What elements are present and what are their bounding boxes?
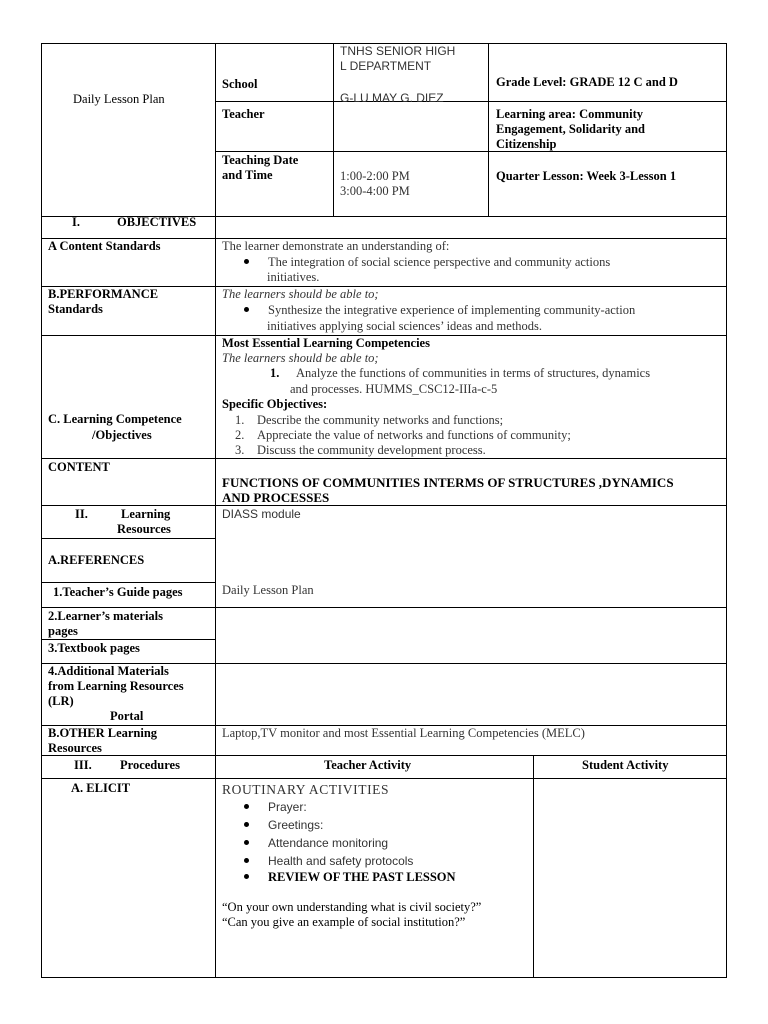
performance-bullet-cont: initiatives applying social sciences’ ideas and methods. <box>267 319 543 333</box>
teacher-value: G-LU MAY G. DIEZ <box>340 91 444 105</box>
competence-label-line2: /Objectives <box>92 428 152 442</box>
teacher-label: Teacher <box>222 107 265 121</box>
references-label: A.REFERENCES <box>48 553 145 567</box>
specific-item-3: Discuss the community development process. <box>257 443 486 457</box>
question-2: “Can you give an example of social institution?” <box>222 915 466 929</box>
melc-item-num: 1. <box>270 366 280 380</box>
specific-item-2: Appreciate the value of networks and functions of community; <box>257 428 571 442</box>
specific-num-2: 2. <box>235 428 245 442</box>
time-slot-2: 3:00-4:00 PM <box>340 184 410 198</box>
content-standards-bullet-cont: initiatives. <box>267 270 320 284</box>
performance-label-line1: B.PERFORMANCE <box>48 287 159 301</box>
teacher-guide-label: 1.Teacher’s Guide pages <box>53 585 183 599</box>
resources-label-line2: Resources <box>117 522 171 536</box>
teacher-guide-value: Daily Lesson Plan <box>222 583 314 597</box>
routine-item-2: Greetings: <box>244 818 323 833</box>
learner-materials-line1: 2.Learner’s materials <box>48 609 164 623</box>
learning-area-line2: Engagement, Solidarity and <box>496 122 645 136</box>
other-resources-line2: Resources <box>48 741 102 755</box>
content-standards-label: A Content Standards <box>48 239 161 253</box>
school-value-line1: TNHS SENIOR HIGH <box>340 44 456 58</box>
date-label-line1: Teaching Date <box>222 153 299 167</box>
procedures-label: Procedures <box>120 758 180 772</box>
specific-num-1: 1. <box>235 413 245 427</box>
content-title-line2: AND PROCESSES <box>222 490 330 505</box>
date-label-line2: and Time <box>222 168 273 182</box>
content-label: CONTENT <box>48 460 110 474</box>
textbook-label: 3.Textbook pages <box>48 641 140 655</box>
elicit-label: A. ELICIT <box>71 781 131 795</box>
additional-line2: from Learning Resources <box>48 679 184 693</box>
learning-area-line1: Learning area: Community <box>496 107 643 121</box>
additional-line3: (LR) <box>48 694 74 708</box>
teacher-activity-header: Teacher Activity <box>324 758 412 772</box>
learner-materials-line2: pages <box>48 624 78 638</box>
competence-label-line1: C. Learning Competence <box>48 412 182 426</box>
performance-bullet: Synthesize the integrative experience of implementing community-action <box>244 303 635 318</box>
additional-line1: 4.Additional Materials <box>48 664 169 678</box>
grade-level: Grade Level: GRADE 12 C and D <box>496 75 678 89</box>
content-standards-bullet: The integration of social science perspective and community actions <box>244 255 610 270</box>
performance-label-line2: Standards <box>48 302 103 316</box>
routine-item-1: Prayer: <box>244 800 307 815</box>
plan-title: Daily Lesson Plan <box>73 92 165 106</box>
routinary-heading: ROUTINARY ACTIVITIES <box>222 782 390 797</box>
melc-item-line1: Analyze the functions of communities in terms of structures, dynamics <box>296 366 651 380</box>
question-1: “On your own understanding what is civil society?” <box>222 900 482 914</box>
resources-num: II. <box>75 507 88 521</box>
melc-item-line2: and processes. HUMMS_CSC12-IIIa-c-5 <box>290 382 498 396</box>
performance-intro: The learners should be able to; <box>222 287 379 301</box>
additional-line4: Portal <box>110 709 144 723</box>
procedures-num: III. <box>74 758 92 772</box>
learning-area-line3: Citizenship <box>496 137 557 151</box>
specific-heading: Specific Objectives: <box>222 397 328 411</box>
resources-label-line1: Learning <box>121 507 171 521</box>
routine-item-3: Attendance monitoring <box>244 836 388 851</box>
routine-item-4: Health and safety protocols <box>244 854 413 869</box>
specific-item-1: Describe the community networks and functions; <box>257 413 504 427</box>
objectives-heading: OBJECTIVES <box>117 215 197 229</box>
specific-num-3: 3. <box>235 443 245 457</box>
time-slot-1: 1:00-2:00 PM <box>340 169 410 183</box>
other-resources-value: Laptop,TV monitor and most Essential Learning Competencies (MELC) <box>222 726 585 740</box>
school-value-line2: L DEPARTMENT <box>340 59 432 73</box>
module-value: DIASS module <box>222 507 301 521</box>
objectives-num: I. <box>72 215 80 229</box>
school-label: School <box>222 77 258 91</box>
content-title-line1: FUNCTIONS OF COMMUNITIES INTERMS OF STRUCTURES ,DYNAMICS <box>222 475 674 490</box>
melc-intro: The learners should be able to; <box>222 351 379 365</box>
melc-heading: Most Essential Learning Competencies <box>222 336 430 350</box>
student-activity-header: Student Activity <box>582 758 669 772</box>
content-standards-intro: The learner demonstrate an understanding of: <box>222 239 450 253</box>
other-resources-line1: B.OTHER Learning <box>48 726 158 740</box>
review-heading: REVIEW OF THE PAST LESSON <box>244 870 456 885</box>
quarter-lesson: Quarter Lesson: Week 3-Lesson 1 <box>496 169 677 183</box>
